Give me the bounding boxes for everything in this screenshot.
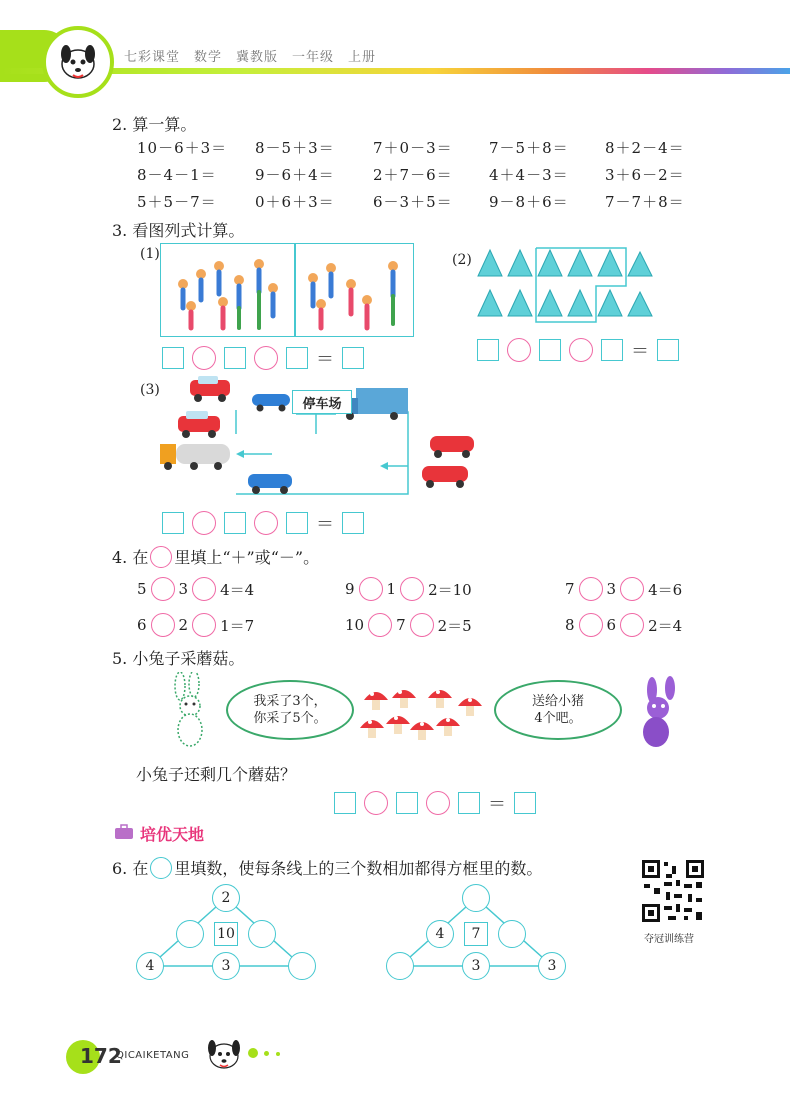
operator-circle[interactable]: [426, 791, 450, 815]
q2-eq: 8－5＋3＝: [255, 139, 335, 157]
footer-dot: [264, 1051, 269, 1056]
triangle-puzzle-1: [130, 882, 330, 982]
qr-caption: 夺冠训练营: [644, 934, 694, 945]
q4-heading-b: 里填上“＋”或“－”。: [174, 548, 320, 567]
q2-eq: 7－7＋8＝: [605, 193, 685, 211]
answer-box[interactable]: [458, 792, 480, 814]
operator-circle[interactable]: [620, 577, 644, 601]
triangle-circle-empty[interactable]: [176, 920, 204, 948]
answer-box[interactable]: [342, 512, 364, 534]
header-rainbow-bar: [0, 68, 790, 74]
footer-mascot-icon: [200, 1032, 248, 1080]
result: 1＝7: [220, 616, 255, 635]
q6-heading-b: 里填数，使每条线上的三个数相加都得方框里的数。: [174, 859, 543, 878]
equals-sign: ＝: [316, 514, 334, 535]
equals-sign: ＝: [316, 349, 334, 370]
operator-circle[interactable]: [364, 791, 388, 815]
operator-circle[interactable]: [569, 338, 593, 362]
number: 3: [606, 580, 617, 598]
operator-circle[interactable]: [151, 613, 175, 637]
answer-box[interactable]: [601, 339, 623, 361]
q3-part2-label: (2): [452, 252, 472, 268]
triangles-picture: [476, 246, 656, 330]
q3-part1-answer-row: [162, 345, 364, 371]
triangle-puzzle-2: [380, 882, 580, 982]
q4-item: [137, 577, 254, 601]
q3-part3-label: (3): [140, 382, 160, 398]
number: 7: [396, 616, 406, 634]
triangle-circle: 3: [538, 952, 566, 980]
answer-box[interactable]: [162, 512, 184, 534]
number: 8: [565, 616, 575, 634]
q3-part2-answer-row: [477, 337, 679, 363]
number: 5: [137, 580, 147, 598]
q3-heading: 3. 看图列式计算。: [112, 221, 245, 240]
q3-part3-answer-row: [162, 510, 364, 536]
bubble-text: 4个吧。: [534, 711, 582, 726]
equals-sign: ＝: [488, 794, 506, 815]
answer-box[interactable]: [334, 792, 356, 814]
answer-box[interactable]: [477, 339, 499, 361]
sample-circle: [150, 546, 172, 568]
result: 2＝4: [648, 616, 683, 635]
answer-box[interactable]: [657, 339, 679, 361]
result: 4＝4: [220, 580, 255, 599]
mushrooms-picture: [360, 684, 488, 746]
parking-lot-picture: [156, 374, 476, 506]
triangle-circle: 3: [462, 952, 490, 980]
number: 1: [386, 580, 397, 598]
sample-circle: [150, 857, 172, 879]
bubble-text: 我采了3个，: [253, 694, 327, 709]
q4-item: [565, 613, 682, 637]
speech-bubble-left: [226, 680, 354, 740]
footer-dot: [248, 1048, 258, 1058]
sum-box: 10: [214, 922, 238, 946]
triangle-circle: 4: [136, 952, 164, 980]
q4-item: [345, 613, 472, 637]
speech-bubble-right: [494, 680, 622, 740]
number: 7: [565, 580, 575, 598]
number: 6: [606, 616, 617, 634]
section-header: [114, 822, 204, 845]
q2-grid: [137, 137, 685, 212]
q6-heading: [112, 856, 542, 879]
operator-circle[interactable]: [359, 577, 383, 601]
parking-sign: 停车场: [292, 390, 352, 414]
bubble-text: 你采了5个。: [253, 711, 327, 726]
operator-circle[interactable]: [579, 577, 603, 601]
answer-box[interactable]: [539, 339, 561, 361]
section-title: 培优天地: [140, 825, 205, 844]
number: 3: [178, 580, 189, 598]
answer-box[interactable]: [286, 512, 308, 534]
operator-circle[interactable]: [410, 613, 434, 637]
q2-eq: 7＋0－3＝: [373, 139, 453, 157]
q2-heading: 2. 算一算。: [112, 115, 197, 134]
triangle-circle: 2: [212, 884, 240, 912]
result: 2＝10: [428, 580, 472, 599]
operator-circle[interactable]: [254, 346, 278, 370]
q3-part1-label: (1): [140, 246, 160, 262]
triangle-circle-empty[interactable]: [386, 952, 414, 980]
operator-circle[interactable]: [254, 511, 278, 535]
operator-circle[interactable]: [151, 577, 175, 601]
q5-answer-row: [334, 790, 536, 816]
operator-circle[interactable]: [368, 613, 392, 637]
answer-box[interactable]: [162, 347, 184, 369]
number: 6: [137, 616, 147, 634]
rabbit-left-icon: [166, 672, 214, 758]
briefcase-icon: [114, 824, 134, 844]
people-picture: [160, 243, 414, 337]
operator-circle[interactable]: [620, 613, 644, 637]
q4-heading-a: 4. 在: [112, 548, 149, 567]
qr-code[interactable]: [640, 858, 706, 924]
number: 2: [178, 616, 189, 634]
triangle-circle-empty[interactable]: [462, 884, 490, 912]
answer-box[interactable]: [342, 347, 364, 369]
operator-circle[interactable]: [192, 577, 216, 601]
q2-eq: 7－5＋8＝: [489, 139, 569, 157]
bubble-text: 送给小猪: [531, 694, 584, 709]
footer-brand: QICAIKETANG: [116, 1050, 190, 1061]
page-number: 172: [80, 1044, 122, 1068]
q2-eq: 10－6＋3＝: [137, 139, 228, 157]
answer-box[interactable]: [224, 347, 246, 369]
number: 9: [345, 580, 355, 598]
q2-eq: 9－8＋6＝: [489, 193, 569, 211]
result: 2＝5: [437, 616, 472, 635]
q2-eq: 2＋7－6＝: [373, 166, 453, 184]
q4-heading: [112, 545, 319, 568]
answer-box[interactable]: [396, 792, 418, 814]
rabbit-right-icon: [630, 676, 686, 754]
sum-box: 7: [464, 922, 488, 946]
q4-item: [565, 577, 682, 601]
q6-heading-a: 6. 在: [112, 859, 149, 878]
q2-eq: 4＋4－3＝: [489, 166, 569, 184]
triangle-circle-empty[interactable]: [248, 920, 276, 948]
q2-eq: 5＋5－7＝: [137, 193, 217, 211]
operator-circle[interactable]: [400, 577, 424, 601]
equals-sign: ＝: [631, 341, 649, 362]
q2-eq: 6－3＋5＝: [373, 193, 453, 211]
triangle-circle: 4: [426, 920, 454, 948]
operator-circle[interactable]: [192, 511, 216, 535]
q2-eq: 8＋2－4＝: [605, 139, 685, 157]
q5-heading: 5. 小兔子采蘑菇。: [112, 649, 245, 668]
mascot-dog-icon: [42, 26, 114, 98]
q2-eq: 0＋6＋3＝: [255, 193, 335, 211]
answer-box[interactable]: [224, 512, 246, 534]
footer-dot: [276, 1052, 280, 1056]
operator-circle[interactable]: [579, 613, 603, 637]
triangle-circle-empty[interactable]: [498, 920, 526, 948]
q2-eq: 9－6＋4＝: [255, 166, 335, 184]
header-title: 七彩课堂 数学 冀教版 一年级 上册: [124, 50, 377, 65]
answer-box[interactable]: [514, 792, 536, 814]
operator-circle[interactable]: [507, 338, 531, 362]
operator-circle[interactable]: [192, 613, 216, 637]
operator-circle[interactable]: [192, 346, 216, 370]
triangle-circle-empty[interactable]: [288, 952, 316, 980]
q2-eq: 3＋6－2＝: [605, 166, 685, 184]
answer-box[interactable]: [286, 347, 308, 369]
q4-item: [137, 613, 254, 637]
q4-item: [345, 577, 472, 601]
q2-eq: 8－4－1＝: [137, 166, 217, 184]
result: 4＝6: [648, 580, 683, 599]
number: 10: [345, 616, 365, 634]
triangle-circle: 3: [212, 952, 240, 980]
q5-question: 小兔子还剩几个蘑菇？: [136, 765, 297, 784]
